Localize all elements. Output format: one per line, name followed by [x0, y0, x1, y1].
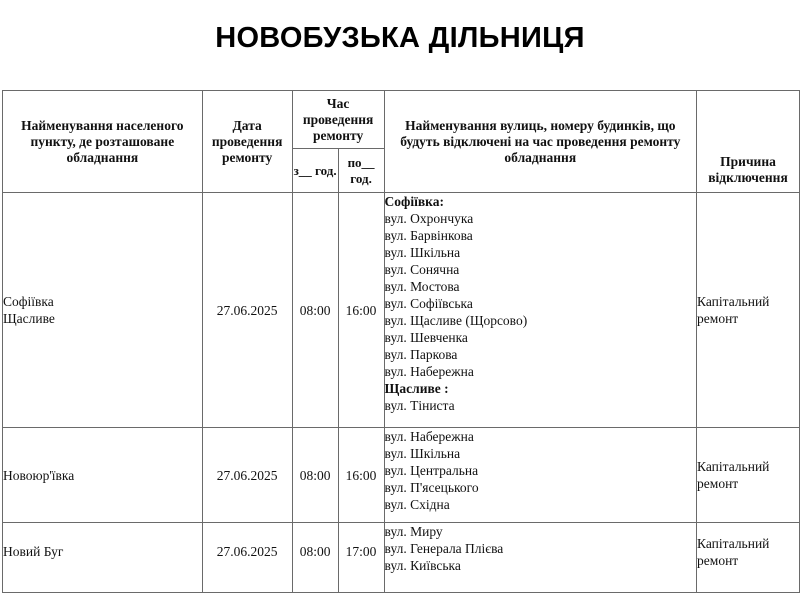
table-row: [3, 193, 800, 428]
street-item: вул. Барвінкова: [384, 228, 473, 243]
location-name: Софіївка: [3, 294, 54, 309]
location-name: Щасливе: [3, 311, 55, 326]
reason-cell: Капітальний ремонт: [697, 428, 800, 523]
streets-cell: [384, 193, 696, 428]
time-to-cell: 16:00: [338, 193, 384, 428]
reason-cell: Капітальний ремонт: [697, 193, 800, 428]
table-row: [3, 523, 800, 593]
street-item: вул. П'ясецького: [384, 480, 479, 495]
date-cell: 27.06.2025: [202, 428, 292, 523]
date-cell: 27.06.2025: [202, 193, 292, 428]
reason-cell: Капітальний ремонт: [697, 523, 800, 593]
header-from: з__ год.: [292, 149, 338, 193]
date-cell: 27.06.2025: [202, 523, 292, 593]
street-item: вул. Генерала Плієва: [384, 541, 504, 556]
street-item: вул. Охрончука: [384, 211, 474, 226]
street-item: вул. Тіниста: [384, 398, 455, 413]
street-item: вул. Паркова: [384, 347, 458, 362]
header-date: Дата проведення ремонту: [202, 91, 292, 193]
street-item: вул. Східна: [384, 497, 450, 512]
header-streets: Найменування вулиць, номеру будинків, що будуть відключені на час проведення ремонту обладнання: [384, 91, 696, 193]
header-location: Найменування населеного пункту, де розташоване обладнання: [3, 91, 203, 193]
page-title: НОВОБУЗЬКА ДІЛЬНИЦЯ: [215, 22, 585, 54]
village-label: Софіївка:: [384, 194, 444, 209]
street-item: вул. Київська: [384, 558, 461, 573]
header-row: [3, 91, 800, 149]
street-item: вул. Сонячна: [384, 262, 460, 277]
time-from-cell: 08:00: [292, 428, 338, 523]
location-cell: [3, 193, 203, 428]
street-item: вул. Шевченка: [384, 330, 468, 345]
location-cell: [3, 428, 203, 523]
location-name: Новоюр'ївка: [3, 467, 75, 483]
street-item: вул. Мостова: [384, 279, 460, 294]
time-to-cell: 17:00: [338, 523, 384, 593]
streets-cell: [384, 523, 696, 593]
street-item: вул. Набережна: [384, 429, 474, 444]
street-item: вул. Шкільна: [384, 446, 461, 461]
street-item: вул. Центральна: [384, 463, 479, 478]
header-reason-label: Причина відключення: [708, 154, 788, 185]
outage-schedule-table: [2, 90, 800, 593]
village-label: Щасливе :: [384, 381, 449, 396]
time-to-cell: 16:00: [338, 428, 384, 523]
street-item: вул. Шкільна: [384, 245, 461, 260]
header-time: Час проведення ремонту: [292, 91, 384, 149]
location-name: Новий Буг: [3, 544, 64, 559]
street-item: вул. Набережна: [384, 364, 474, 379]
street-item: вул. Софіївська: [384, 296, 473, 311]
header-reason: [697, 91, 800, 193]
streets-cell: [384, 428, 696, 523]
time-from-cell: 08:00: [292, 523, 338, 593]
table-row: [3, 428, 800, 523]
street-item: вул. Миру: [384, 524, 443, 539]
street-item: вул. Щасливе (Щорсово): [384, 313, 528, 328]
time-from-cell: 08:00: [292, 193, 338, 428]
header-to: по__ год.: [338, 149, 384, 193]
location-cell: [3, 523, 203, 593]
